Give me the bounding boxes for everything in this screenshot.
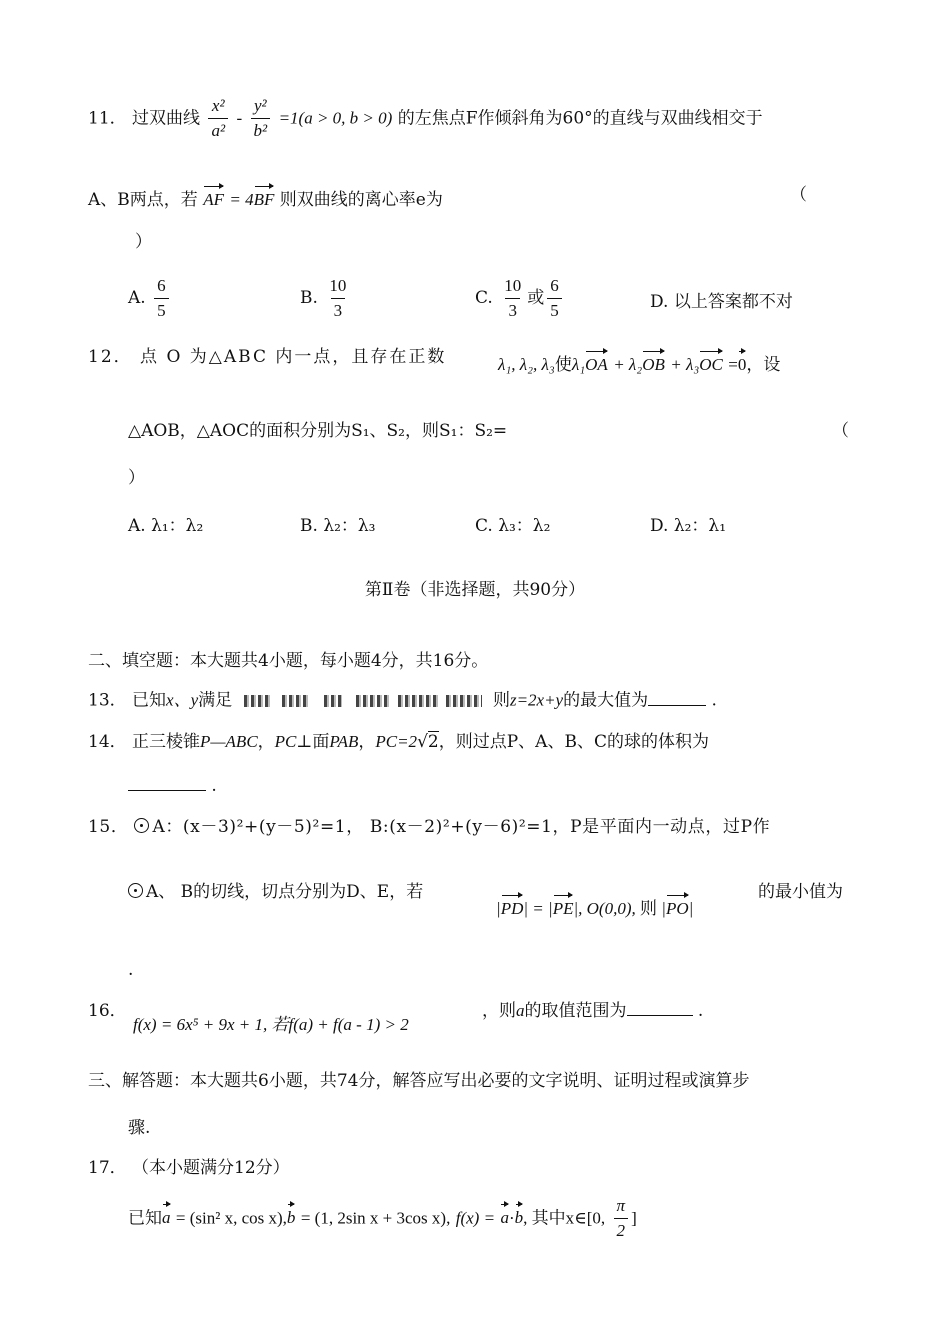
- q13-line: [88, 690, 717, 712]
- q13-constraint-system-image: [238, 690, 488, 712]
- q15-condition: [496, 892, 693, 919]
- q11-lead: 过双曲线: [132, 108, 201, 129]
- q11-condition: =1(a > 0, b > 0): [278, 108, 393, 128]
- q12-paren-open: （: [832, 421, 849, 441]
- q14-number: 14．: [88, 732, 127, 752]
- q12-lead: 点 O 为△ABC 内一点，且存在正数: [140, 347, 447, 367]
- q11-option-a[interactable]: A. $\frac{6}{5}$: [128, 276, 172, 321]
- solve-heading-2: 骤.: [128, 1118, 151, 1138]
- fill-heading: 二、填空题：本大题共4小题，每小题4分，共16分。: [88, 651, 489, 671]
- q11-minus: -: [236, 108, 243, 128]
- q11-fraction-x: $\frac{\text{x²}}{\text{a²}}$: [208, 96, 228, 142]
- q11-vector-bf: BF: [254, 183, 275, 210]
- q14-pabc: P—ABC: [200, 732, 258, 751]
- q12-vector-ob: OB: [642, 348, 665, 375]
- q12-line1: [88, 347, 446, 367]
- q13-vars: x、y: [166, 690, 199, 710]
- q15-origin: O(0,0),: [586, 899, 636, 918]
- q12-vector-oa: OA: [585, 348, 608, 375]
- q11-line2-pre: A、B两点，若: [88, 190, 198, 210]
- q14-pc: PC: [274, 732, 297, 751]
- circle-dot-icon: [128, 883, 143, 898]
- q17-vector-b: b: [287, 1201, 296, 1228]
- q13-end: .: [711, 690, 717, 711]
- q12-lambda1: λ₁: [571, 355, 586, 374]
- q12-eq: =: [728, 355, 738, 374]
- q14-post: ，则过点P、A、B、C的球的体积为: [438, 732, 709, 752]
- q14-answer-line: [128, 776, 217, 796]
- q11-fraction-y: $\frac{\text{y²}}{\text{b²}}$: [251, 96, 271, 142]
- q17-pre: 已知: [128, 1208, 162, 1229]
- q14-line: [88, 732, 709, 752]
- q17-header: [88, 1158, 290, 1178]
- q14-comma2: ，: [358, 732, 376, 752]
- q16-tail: [482, 1001, 703, 1021]
- q17-vector-a: a: [162, 1201, 171, 1228]
- q12-option-c[interactable]: C. λ₃：λ₂: [475, 516, 551, 536]
- q11-eq: = 4: [229, 190, 254, 209]
- q17-vector-b2: b: [515, 1201, 524, 1228]
- q12-paren-close: ）: [128, 468, 145, 488]
- q17-domain: , 其中x∈[0,: [523, 1208, 606, 1228]
- q13-expr: z=2x+y: [509, 690, 564, 710]
- q12-vector-oc: OC: [699, 348, 723, 375]
- q11-option-d[interactable]: D. 以上答案都不对: [650, 292, 793, 312]
- q11-line1: [88, 96, 763, 142]
- q15-end: .: [128, 960, 134, 980]
- q16-post-pre: ，则: [482, 1001, 516, 1021]
- q11-vector-af: AF: [203, 183, 224, 210]
- q13-mid: 满足: [198, 690, 233, 711]
- q15-vector-pe: PE: [553, 892, 574, 919]
- q12-she: ，设: [746, 355, 781, 375]
- q12-option-b[interactable]: B. λ₂：λ₃: [300, 516, 376, 536]
- q14-pab: PAB: [329, 732, 359, 751]
- q14-pre: 正三棱锥: [132, 732, 201, 752]
- q11-paren-open: （: [790, 185, 807, 205]
- q13-post-pre: 则: [492, 690, 510, 711]
- q15-vector-pd: PD: [501, 892, 524, 919]
- q17-dot: ·: [508, 1208, 515, 1228]
- q11-line2: [88, 183, 443, 210]
- q15-line1: [88, 817, 770, 837]
- q12-number: 12．: [88, 347, 133, 367]
- q14-perp: ⊥面: [296, 732, 330, 752]
- q14-comma1: ，: [257, 732, 275, 752]
- q11-line2-post: 则双曲线的离心率e为: [279, 190, 443, 210]
- q17-f-expr: f(x) =: [455, 1208, 496, 1228]
- q12-expression: [498, 348, 780, 375]
- q16-a: a: [516, 1001, 525, 1020]
- q15-ze: 则: [640, 899, 658, 918]
- q17-close: ]: [631, 1208, 637, 1228]
- q13-post: 的最大值为: [563, 690, 649, 711]
- q16-expression: f(x) = 6x⁵ + 9x + 1, 若f(a) + f(a - 1) > 2: [133, 1015, 409, 1034]
- q12-option-d[interactable]: D. λ₂：λ₁: [650, 516, 727, 536]
- q17-number: 17．: [88, 1158, 127, 1178]
- q11-option-b[interactable]: B. $\frac{10}{3}$: [300, 276, 347, 320]
- q16-post: 的取值范围为: [524, 1001, 627, 1021]
- q14-end: .: [211, 776, 217, 796]
- q11-tail: 的左焦点F作倾斜角为60°的直线与双曲线相交于: [397, 108, 763, 129]
- q14-sqrt: √2: [417, 732, 439, 752]
- q15-number: 15．: [88, 817, 129, 837]
- q12-use: 使: [554, 355, 572, 375]
- q12-plus1: + λ₂: [613, 355, 643, 374]
- q13-answer-blank[interactable]: [648, 691, 706, 706]
- solve-heading: 三、解答题：本大题共6小题，共74分，解答应写出必要的文字说明、证明过程或演算步: [88, 1071, 750, 1091]
- q12-zero-vector: 0: [738, 348, 747, 375]
- q16-number: 16．: [88, 1001, 127, 1021]
- q11-number: 11．: [88, 108, 127, 129]
- q15-line2: [128, 882, 423, 902]
- q12-plus2: + λ₃: [670, 355, 700, 374]
- q16-answer-blank[interactable]: [627, 1001, 693, 1016]
- q11-option-c[interactable]: C. $\frac{10}{3}$ 或 $\frac{6}{5}$: [475, 276, 565, 321]
- q14-pceq: PC=2: [375, 732, 418, 751]
- q16-end: .: [697, 1001, 704, 1021]
- q17-line: [128, 1196, 637, 1242]
- q15-vector-po: PO: [666, 892, 689, 919]
- circle-dot-icon: [134, 818, 149, 833]
- q13-number: 13．: [88, 690, 127, 711]
- q13-pre: 已知: [132, 690, 167, 711]
- q15-condition-text: |PD| = |PE|, O(0,0), 则 |PO|: [496, 899, 693, 918]
- q12-option-a[interactable]: A. λ₁：λ₂: [128, 516, 204, 536]
- q17-a-expr: = (sin² x, cos x),: [175, 1208, 287, 1228]
- q17-pi-over-2: $\frac{\pi}{2}$: [614, 1196, 629, 1242]
- q12-line2: △AOB，△AOC的面积分别为S₁、S₂，则S₁：S₂=: [128, 421, 508, 441]
- q15-line1-text: A：(x－3)²+(y－5)²=1， B:(x－2)²+(y－6)²=1，P是平面内一动点，过P作: [152, 817, 771, 837]
- q17-vector-a2: a: [500, 1201, 509, 1228]
- q15-line2-post: 的最小值为: [758, 882, 843, 902]
- q14-answer-blank[interactable]: [128, 776, 206, 791]
- q17-score: （本小题满分12分）: [132, 1158, 290, 1178]
- q11-paren-close: ）: [135, 232, 152, 252]
- q15-line2-pre: A、 B的切线，切点分别为D、E，若: [146, 882, 424, 902]
- section2-title: 第Ⅱ卷（非选择题，共90分）: [364, 580, 586, 600]
- q12-lambdas: λ₁, λ₂, λ₃: [498, 355, 555, 374]
- q17-b-expr: = (1, 2sin x + 3cos x),: [300, 1208, 451, 1228]
